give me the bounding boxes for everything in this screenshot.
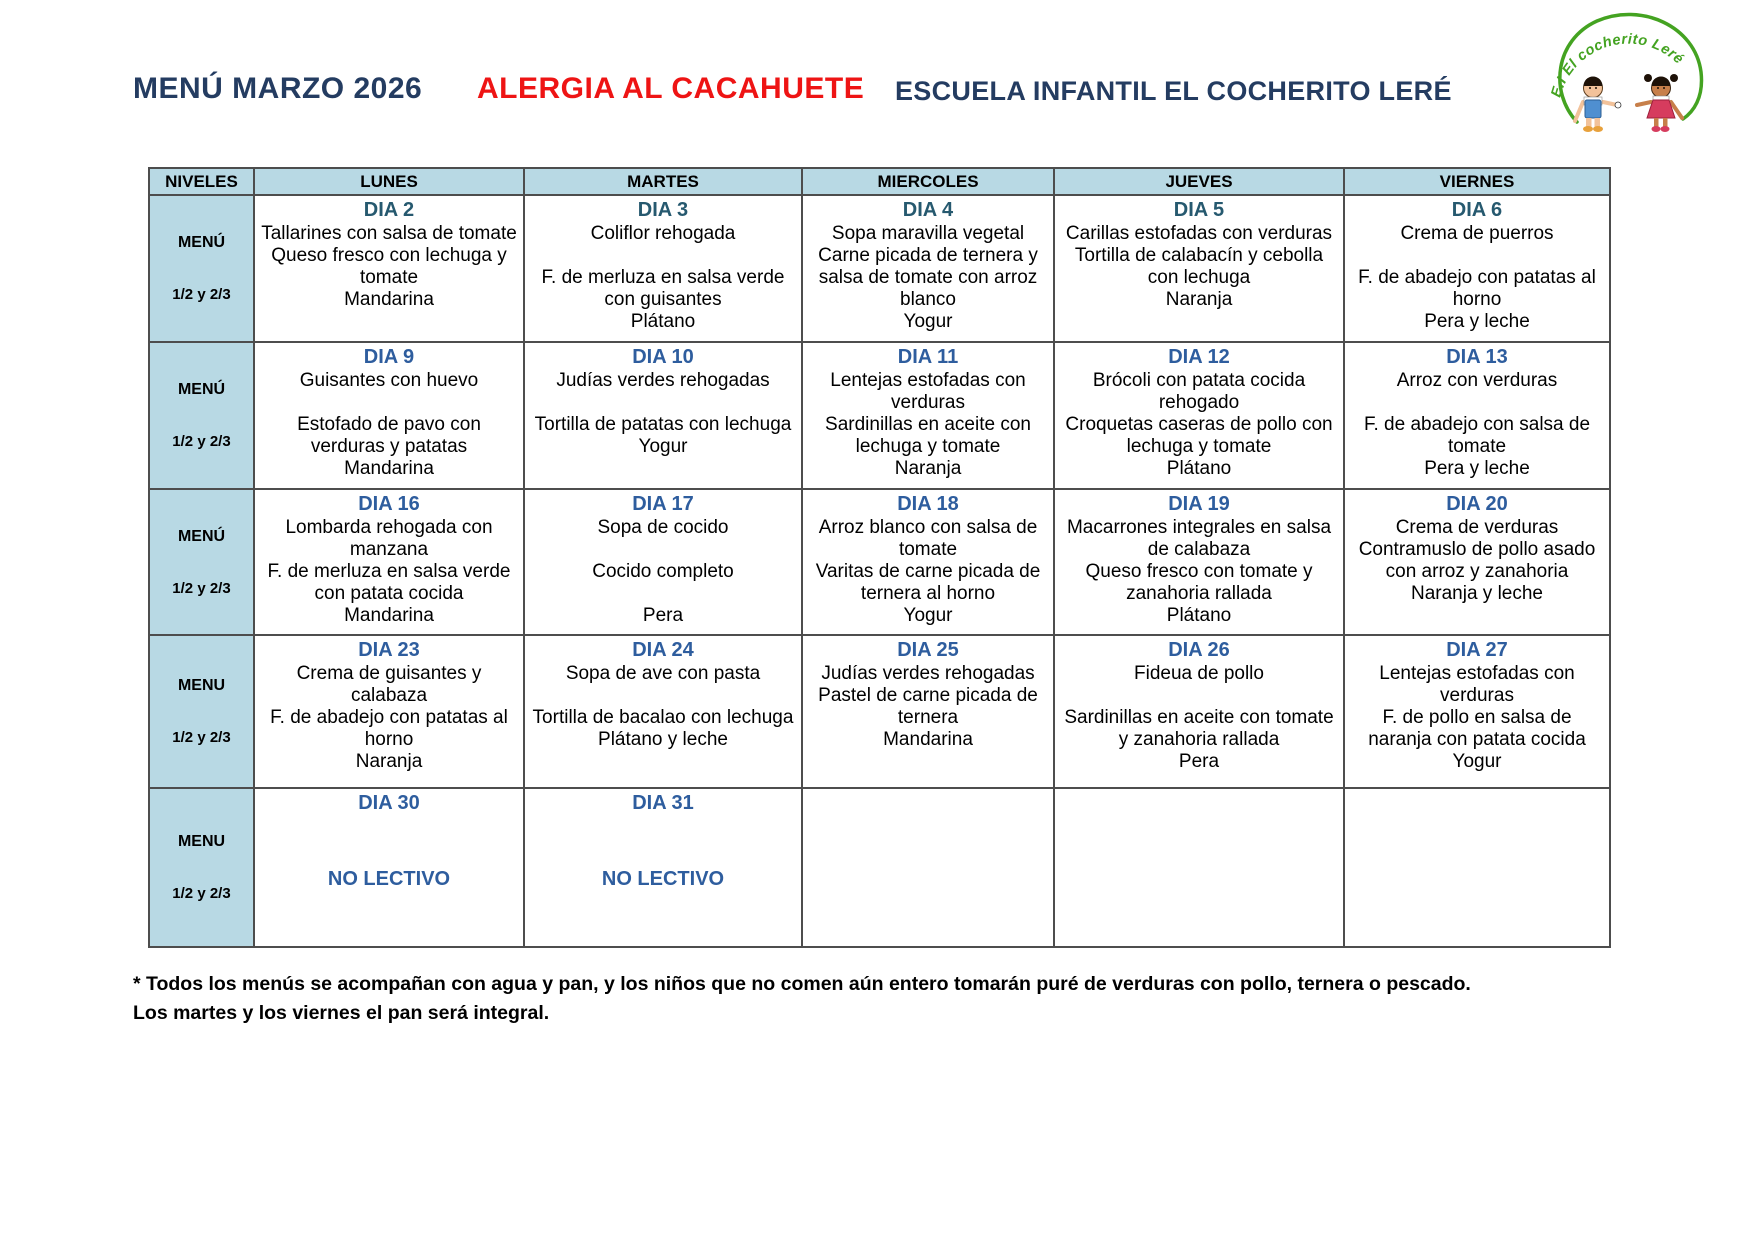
day-number: DIA 24 (632, 639, 694, 661)
level-label: MENÚ (177, 527, 226, 545)
menu-item-line: Lentejas estofadas con verduras (1379, 663, 1575, 706)
menu-week-row (149, 788, 1610, 947)
column-header-viernes: VIERNES (1344, 168, 1610, 195)
day-number: DIA 11 (897, 346, 959, 368)
day-number: DIA 25 (897, 639, 959, 661)
menu-day-cell (1054, 788, 1344, 947)
menu-item-line: Plátano y leche (598, 729, 728, 750)
menu-item-line (531, 392, 795, 414)
menu-item-line: Mandarina (344, 605, 434, 626)
day-number: DIA 26 (1168, 639, 1230, 661)
menu-item-line: Crema de puerros (1400, 223, 1554, 244)
menu-day-cell (254, 195, 524, 342)
menu-item-line: Carne picada de ternera y salsa de tomate con arroz blanco (818, 245, 1038, 310)
menu-item-line: F. de abadejo con patatas al horno (1358, 267, 1596, 310)
menu-item-line: Sardinillas en aceite con lechuga y tomate (825, 414, 1031, 457)
menu-week-row (149, 635, 1610, 788)
level-label: MENÚ (177, 381, 226, 398)
menu-item-line: Pera y leche (1424, 311, 1530, 332)
day-number: DIA 19 (1168, 493, 1230, 515)
menu-item-line: F. de pollo en salsa de naranja con patata cocida (1368, 707, 1586, 750)
logo-girl-figure (1637, 74, 1682, 132)
menu-week-row (149, 489, 1610, 635)
menu-item-line: Judías verdes rehogadas (821, 663, 1035, 684)
level-cell (149, 635, 254, 788)
column-header-martes: MARTES (524, 168, 802, 195)
menu-day-cell (1054, 489, 1344, 635)
day-number: DIA 2 (363, 199, 415, 221)
day-number: DIA 4 (902, 199, 954, 221)
day-number: DIA 31 (632, 792, 694, 814)
menu-day-cell (1344, 342, 1610, 489)
menu-item-line: Naranja (894, 458, 962, 479)
menu-day-cell (1344, 635, 1610, 788)
menu-item-line: Mandarina (344, 289, 434, 310)
table-header-row (149, 168, 1610, 195)
menu-item-line: F. de abadejo con patatas al horno (270, 707, 508, 750)
footer-note (133, 970, 1693, 1028)
menu-item-line: Sardinillas en aceite con tomate y zanahoria rallada (1064, 707, 1334, 750)
menu-day-cell (254, 788, 524, 947)
menu-item-line: Judías verdes rehogadas (556, 370, 770, 391)
menu-item-line: Cocido completo (592, 561, 734, 582)
day-number: DIA 3 (637, 199, 689, 221)
menu-item-line: F. de merluza en salsa verde con guisantes (541, 267, 785, 310)
menu-item-line: Varitas de carne picada de ternera al horno (815, 561, 1041, 604)
level-label: MENÚ (177, 234, 226, 251)
menu-day-cell (802, 342, 1054, 489)
menu-day-cell (802, 635, 1054, 788)
menu-item-line: Tallarines con salsa de tomate (261, 223, 517, 244)
menu-item-line: Naranja y leche (1410, 583, 1544, 604)
footer-note-line1: * Todos los menús se acompañan con agua y pan, y los niños que no comen aún entero tomarán puré de verduras con pollo, ternera o pescado. (133, 973, 1471, 995)
footer-note-line2: Los martes y los viernes el pan será integral. (133, 1002, 550, 1024)
menu-item-line: Pera (642, 605, 684, 626)
column-header-jueves: JUEVES (1054, 168, 1344, 195)
day-number: DIA 17 (632, 493, 694, 515)
level-cell (149, 342, 254, 489)
menu-item-line: Arroz con verduras (1396, 370, 1558, 391)
level-cell (149, 788, 254, 947)
menu-item-line: Yogur (1452, 751, 1502, 772)
level-sublabel: 1/2 y 2/3 (172, 433, 231, 450)
menu-item-line: F. de merluza en salsa verde con patata cocida (267, 561, 511, 604)
menu-item-line: Contramuslo de pollo asado con arroz y zanahoria (1358, 539, 1596, 582)
menu-day-cell (1344, 788, 1610, 947)
menu-day-cell (524, 788, 802, 947)
school-name: ESCUELA INFANTIL EL COCHERITO LERÉ (895, 76, 1452, 106)
menu-day-cell (524, 489, 802, 635)
menu-item-line: Tortilla de patatas con lechuga (534, 414, 792, 435)
menu-item-line: Macarrones integrales en salsa de calabaza (1066, 517, 1332, 560)
menu-day-cell (254, 342, 524, 489)
menu-day-cell (802, 788, 1054, 947)
menu-item-line: Crema de verduras (1395, 517, 1559, 538)
day-number: DIA 18 (897, 493, 959, 515)
menu-item-line: Queso fresco con lechuga y tomate (271, 245, 507, 288)
level-sublabel: 1/2 y 2/3 (172, 885, 231, 902)
menu-day-cell (524, 195, 802, 342)
menu-item-line: Naranja (355, 751, 423, 772)
menu-day-cell (1054, 342, 1344, 489)
menu-item-line: Mandarina (344, 458, 434, 479)
menu-week-row (149, 342, 1610, 489)
menu-item-line: Yogur (903, 605, 953, 626)
menu-day-cell (524, 635, 802, 788)
menu-item-line: Carillas estofadas con verduras (1065, 223, 1333, 244)
menu-item-line: Plátano (630, 311, 696, 332)
menu-item-line (531, 583, 795, 605)
menu-item-line: Fideua de pollo (1134, 663, 1264, 684)
day-number: DIA 20 (1446, 493, 1508, 515)
level-cell (149, 489, 254, 635)
menu-item-line: Sopa de ave con pasta (565, 663, 761, 684)
level-sublabel: 1/2 y 2/3 (172, 286, 231, 303)
menu-item-line: Lentejas estofadas con verduras (830, 370, 1026, 413)
menu-day-cell (524, 342, 802, 489)
no-lectivo-note: NO LECTIVO (601, 868, 725, 890)
logo-arc-text: E.I El cocherito Leré (1548, 31, 1687, 100)
menu-item-line: Yogur (638, 436, 688, 457)
day-number: DIA 23 (358, 639, 420, 661)
allergy-title: ALERGIA AL CACAHUETE (477, 72, 865, 105)
day-number: DIA 10 (632, 346, 694, 368)
menu-item-line: Naranja (1165, 289, 1233, 310)
day-number: DIA 13 (1446, 346, 1508, 368)
menu-item-line: Sopa de cocido (597, 517, 729, 538)
day-number: DIA 16 (358, 493, 420, 515)
day-number: DIA 12 (1168, 346, 1230, 368)
menu-week-row (149, 195, 1610, 342)
menu-day-cell (1054, 635, 1344, 788)
menu-day-cell (802, 489, 1054, 635)
menu-table (148, 167, 1611, 948)
menu-item-line (531, 245, 795, 267)
menu-item-line: Estofado de pavo con verduras y patatas (297, 414, 481, 457)
day-number: DIA 6 (1451, 199, 1503, 221)
menu-item-line: Guisantes con huevo (299, 370, 479, 391)
menu-item-line: Pera (1178, 751, 1220, 772)
menu-day-cell (1054, 195, 1344, 342)
menu-item-line: Yogur (903, 311, 953, 332)
logo-boy-figure (1575, 77, 1621, 132)
column-header-lunes: LUNES (254, 168, 524, 195)
level-sublabel: 1/2 y 2/3 (172, 729, 231, 746)
menu-item-line (531, 685, 795, 707)
menu-item-line: Brócoli con patata cocida rehogado (1092, 370, 1306, 413)
level-cell (149, 195, 254, 342)
column-header-miercoles: MIERCOLES (802, 168, 1054, 195)
no-lectivo-note: NO LECTIVO (327, 868, 451, 890)
page-title: MENÚ MARZO 2026 (133, 72, 423, 105)
column-header-niveles: NIVELES (149, 168, 254, 195)
level-label: MENU (177, 833, 226, 850)
menu-day-cell (802, 195, 1054, 342)
menu-item-line: Queso fresco con tomate y zanahoria rallada (1085, 561, 1313, 604)
menu-day-cell (1344, 195, 1610, 342)
menu-item-line: Sopa maravilla vegetal (831, 223, 1025, 244)
menu-item-line: Plátano (1166, 605, 1232, 626)
level-label: MENU (177, 677, 226, 694)
day-number: DIA 5 (1173, 199, 1225, 221)
menu-item-line (1061, 685, 1337, 707)
menu-item-line: Plátano (1166, 458, 1232, 479)
menu-item-line: Lombarda rehogada con manzana (285, 517, 493, 560)
menu-item-line (1351, 392, 1603, 414)
day-number: DIA 9 (363, 346, 415, 368)
level-sublabel: 1/2 y 2/3 (172, 579, 231, 597)
menu-day-cell (1344, 489, 1610, 635)
menu-item-line: Coliflor rehogada (590, 223, 736, 244)
school-logo (1545, 4, 1715, 144)
day-number: DIA 30 (358, 792, 420, 814)
menu-table-body (149, 195, 1610, 947)
menu-item-line: F. de abadejo con salsa de tomate (1363, 414, 1591, 457)
menu-item-line: Pastel de carne picada de ternera (818, 685, 1038, 728)
menu-item-line: Mandarina (883, 729, 973, 750)
menu-item-line: Pera y leche (1424, 458, 1530, 479)
day-number: DIA 27 (1446, 639, 1508, 661)
menu-item-line: Arroz blanco con salsa de tomate (818, 517, 1038, 560)
menu-day-cell (254, 489, 524, 635)
menu-item-line: Tortilla de bacalao con lechuga (532, 707, 794, 728)
menu-item-line: Tortilla de calabacín y cebolla con lechuga (1074, 245, 1324, 288)
menu-item-line (261, 392, 517, 414)
menu-item-line: Croquetas caseras de pollo con lechuga y tomate (1065, 414, 1333, 457)
menu-day-cell (254, 635, 524, 788)
menu-item-line (1351, 245, 1603, 267)
menu-item-line: Crema de guisantes y calabaza (296, 663, 482, 706)
menu-item-line (531, 539, 795, 561)
school-logo-image (1545, 4, 1715, 144)
